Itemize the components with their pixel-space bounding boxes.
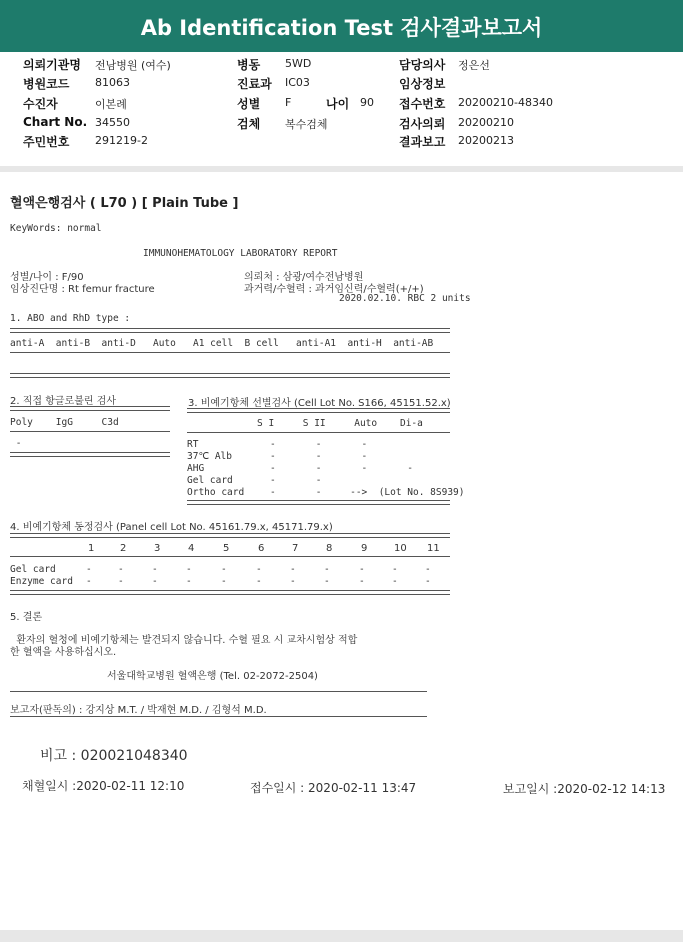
remarks: 비고 : 020021048340 (40, 748, 188, 764)
age-label: 나이 (326, 97, 350, 111)
doctor-label: 담당의사 (399, 58, 446, 72)
diagnosis-line: 임상진단명 : Rt femur fracture (10, 284, 155, 295)
conclusion-line-2: 한 혈액을 사용하십시오. (10, 647, 117, 658)
panel-column-2: 2 (120, 543, 127, 554)
divider (10, 590, 450, 595)
divider (10, 691, 427, 692)
conclusion-section-title: 5. 결론 (10, 612, 43, 623)
screening-row-alb-values: - - - (230, 451, 368, 462)
chart-no-value: 34550 (95, 116, 130, 129)
chart-no-label: Chart No. (23, 115, 88, 129)
blood-bank-signoff: 서울대학교병원 혈액은행 (Tel. 02-2072-2504) (107, 671, 318, 682)
panel-cell: - (392, 564, 398, 575)
divider (10, 328, 450, 333)
panel-row-gel-values (0, 564, 683, 576)
report-date-label: 결과보고 (399, 135, 446, 149)
panel-column-6: 6 (258, 543, 265, 554)
panel-cell: - (324, 576, 330, 587)
screening-row-ortho-values: - - --> (Lot No. 8S939) (230, 487, 465, 498)
sex-label: 성별 (237, 97, 261, 111)
panel-cell: - (425, 576, 431, 587)
received-time: 접수일시 : 2020-02-11 13:47 (250, 781, 417, 795)
panel-row-gel: Gel card (10, 564, 56, 575)
screening-row-gel: Gel card (187, 475, 233, 486)
reported-time: 보고일시 :2020-02-12 14:13 (503, 782, 666, 796)
sex-age-line: 성별/나이 : F/90 (10, 272, 84, 283)
screening-row-rt: RT (187, 439, 199, 450)
panel-column-5: 5 (223, 543, 230, 554)
panel-cell: - (359, 564, 365, 575)
department-value: IC03 (285, 76, 310, 89)
request-date-label: 검사의뢰 (399, 117, 446, 131)
panel-cell: - (152, 576, 158, 587)
screening-row-gel-values: - - (230, 475, 322, 486)
specimen-value: 복수검체 (285, 118, 328, 131)
divider (10, 373, 450, 378)
divider (10, 716, 427, 717)
panel-cell: - (186, 564, 192, 575)
request-date-value: 20200210 (458, 116, 514, 129)
panel-column-3: 3 (154, 543, 161, 554)
panel-column-headers (0, 543, 683, 557)
panel-cell: - (186, 576, 192, 587)
conclusion-line-1: 환자의 혈청에 비예기항체는 발견되지 않습니다. 수혈 필요 시 교차시험상 적합 (10, 635, 358, 646)
divider (187, 432, 450, 433)
panel-cell: - (86, 576, 92, 587)
keywords: KeyWords: normal (10, 223, 102, 234)
doctor-value: 정은선 (458, 59, 490, 72)
clinical-info-label: 임상정보 (399, 77, 446, 91)
age-value: 90 (360, 96, 374, 109)
panel-cell: - (290, 576, 296, 587)
divider (187, 500, 450, 505)
panel-column-4: 4 (188, 543, 195, 554)
specimen-label: 검체 (237, 117, 261, 131)
panel-cell: - (392, 576, 398, 587)
panel-column-9: 9 (361, 543, 368, 554)
dat-section-title: 2. 직접 항글로불린 검사 (10, 396, 117, 407)
lab-report-title: IMMUNOHEMATOLOGY LABORATORY REPORT (143, 248, 338, 259)
screening-section-title: 3. 비예기항체 선별검사 (Cell Lot No. S166, 45151.52.x) (188, 398, 451, 409)
panel-cell: - (290, 564, 296, 575)
panel-column-8: 8 (326, 543, 333, 554)
page-bottom-edge (0, 930, 683, 942)
identification-section-title: 4. 비예기항체 동정검사 (Panel cell Lot No. 45161.79.x, 45171.79.x) (10, 522, 333, 533)
panel-cell: - (221, 576, 227, 587)
divider (10, 431, 170, 432)
panel-cell: - (118, 576, 124, 587)
abo-headers: anti-A anti-B anti-D Auto A1 cell B cell anti-A1 anti-H anti-AB (10, 338, 434, 349)
panel-cell: - (86, 564, 92, 575)
sex-value: F (285, 96, 292, 109)
screening-row-ahg-values: - - - - (230, 463, 414, 474)
divider (10, 556, 450, 557)
screening-row-alb: 37℃ Alb (187, 451, 232, 462)
report-title: Ab Identification Test 검사결과보고서 (140, 16, 543, 40)
test-title: 혈액은행검사 ( L70 ) [ Plain Tube ] (10, 196, 239, 211)
panel-column-10: 10 (394, 543, 407, 554)
panel-cell: - (256, 576, 262, 587)
screening-row-rt-values: - - - (230, 439, 368, 450)
panel-row-enzyme-values (0, 576, 683, 588)
panel-cell: - (118, 564, 124, 575)
accession-no-label: 접수번호 (399, 97, 446, 111)
dat-result: - (10, 438, 22, 449)
patient-name-label: 수진자 (23, 97, 58, 111)
divider (187, 408, 450, 413)
resident-no-value: 291219-2 (95, 134, 148, 147)
panel-column-7: 7 (292, 543, 299, 554)
screening-row-ahg: AHG (187, 463, 205, 474)
history-detail: 2020.02.10. RBC 2 units (339, 293, 471, 304)
screening-row-ortho: Ortho card (187, 487, 245, 498)
panel-cell: - (256, 564, 262, 575)
panel-cell: - (324, 564, 330, 575)
abo-section-title: 1. ABO and RhD type : (10, 313, 131, 324)
collection-time: 채혈일시 :2020-02-11 12:10 (22, 779, 185, 793)
screening-headers: S I S II Auto Di-a (257, 418, 423, 429)
history-line: 과거력/수혈력 : 과거임신력/수혈력(+/+) (244, 284, 424, 295)
hospital-code-value: 81063 (95, 76, 130, 89)
panel-cell: - (359, 576, 365, 587)
hospital-name-value: 전남병원 (여수) (95, 59, 171, 72)
report-date-value: 20200213 (458, 134, 514, 147)
panel-cell: - (425, 564, 431, 575)
panel-column-1: 1 (88, 543, 95, 554)
referral-line: 의뢰처 : 삼광/여수전남병원 (244, 272, 364, 283)
accession-no-value: 20200210-48340 (458, 96, 553, 109)
section-divider (0, 166, 683, 172)
divider (10, 452, 170, 457)
patient-name-value: 이본례 (95, 98, 127, 111)
department-label: 진료과 (237, 77, 272, 91)
panel-column-11: 11 (427, 543, 440, 554)
panel-cell: - (152, 564, 158, 575)
divider (10, 533, 450, 538)
hospital-name-label: 의뢰기관명 (23, 58, 81, 72)
reporters-line: 보고자(판독의) : 강지상 M.T. / 박재현 M.D. / 김형석 M.D. (10, 705, 267, 716)
resident-no-label: 주민번호 (23, 135, 70, 149)
hospital-code-label: 병원코드 (23, 77, 70, 91)
divider (10, 406, 170, 411)
divider (10, 352, 450, 353)
ward-value: 5WD (285, 57, 312, 70)
report-title-bar (0, 0, 683, 52)
panel-cell: - (221, 564, 227, 575)
dat-headers: Poly IgG C3d (10, 417, 119, 428)
panel-row-enzyme: Enzyme card (10, 576, 73, 587)
ward-label: 병동 (237, 58, 261, 72)
